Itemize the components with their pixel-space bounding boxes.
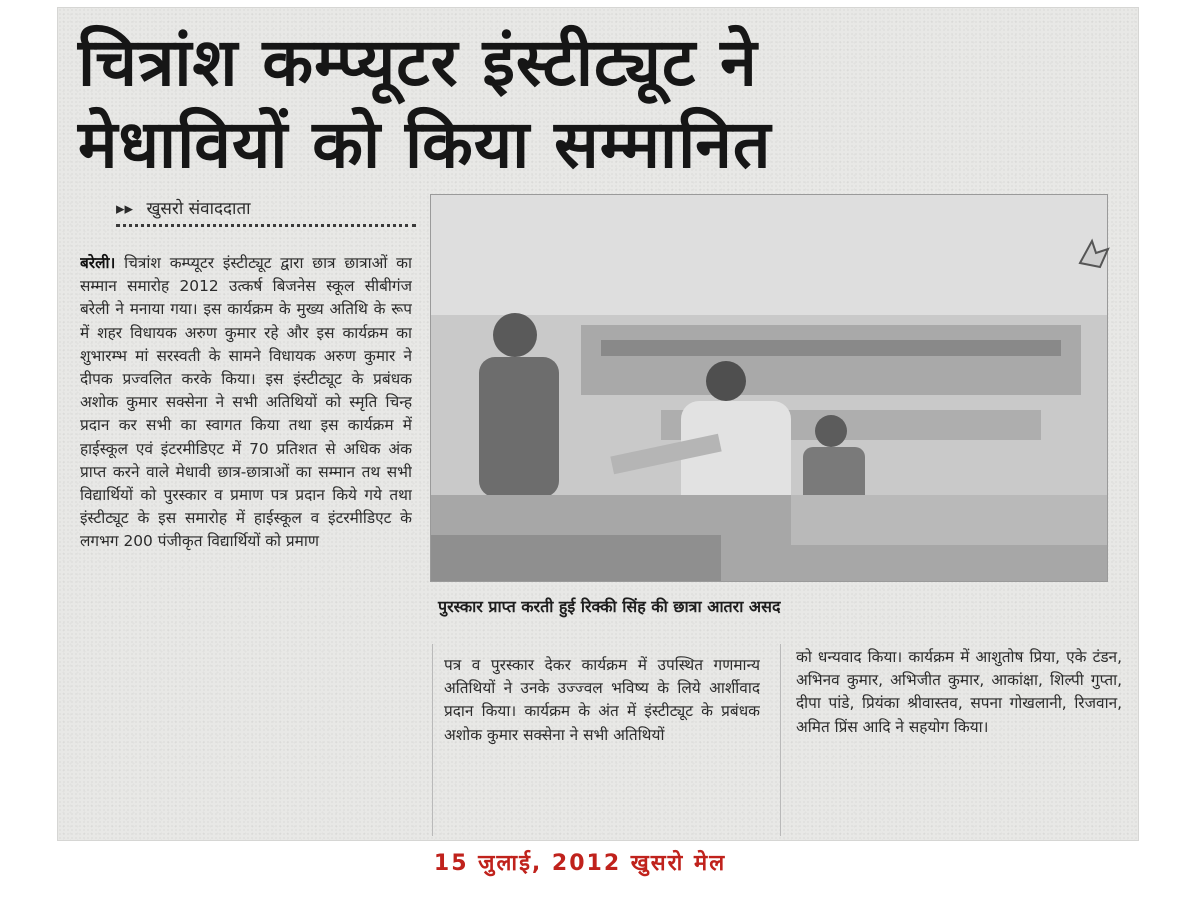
dateline: बरेली। [80, 254, 116, 272]
paper-tear-mark-icon [1074, 233, 1114, 273]
publication-date-source: 15 जुलाई, 2012 खुसरो मेल [433, 851, 727, 876]
column-divider-2 [780, 644, 781, 836]
double-chevron-right-icon: ▸▸ [116, 199, 134, 219]
article-column-1 [80, 252, 412, 832]
headline-line-1: चित्रांश कम्प्यूटर इंस्टीट्यूट ने [78, 24, 758, 101]
byline [116, 194, 416, 227]
column-divider-1 [432, 644, 433, 836]
article-column-3: को धन्यवाद किया। कार्यक्रम में आशुतोष प्रिया, एके टंडन, अभिनव कुमार, अभिजीत कुमार, आकांक्षा, शिल्पी गुप्ता, दीपा पांडे, प्रियंका श्रीवास्तव, सपना गोखलानी, रिजवान, अमित प्रिंस आदि ने सहयोग किया। [796, 648, 1122, 736]
newspaper-clipping [58, 8, 1138, 840]
photo-scene-illustration [431, 195, 1107, 581]
article-column-1-text: चित्रांश कम्प्यूटर इंस्टीट्यूट द्वारा छात्र छात्राओं का सम्मान समारोह 2012 उत्कर्ष बिजनेस स्कूल सीबीगंज बरेली ने मनाया गया। इस कार्यक्रम के मुख्य अतिथि के रूप में शहर विधायक अरुण कुमार रहे और इस कार्यक्रम का शुभारम्भ मां सरस्वती के सामने विधायक अरुण कुमार ने दीपक प्रज्वलित करके किया। इस इंस्टीट्यूट के प्रबंधक अशोक कुमार सक्सेना ने सभी अतिथियों को स्मृति चिन्ह प्रदान कर सभी का स्वागत किया तथा इस कार्यक्रम में हाईस्कूल एवं इंटरमीडिएट में 70 प्रतिशत से अधिक अंक प्राप्त करने वाले मेधावी छात्र-छात्राओं का सम्मान तथ सभी विद्यार्थियों को पुरस्कार व प्रमाण पत्र प्रदान किये गये तथा इंस्टीट्यूट के इस समारोह में हाईस्कूल व इंटरमीडिएट के लगभग 200 पंजीकृत विद्यार्थियों को प्रमाण [80, 254, 412, 551]
news-photo [430, 194, 1108, 582]
byline-text: खुसरो संवाददाता [146, 199, 251, 219]
article-column-2: पत्र व पुरस्कार देकर कार्यक्रम में उपस्थित गणमान्य अतिथियों ने उनके उज्ज्वल भविष्य के लिये आर्शीवाद प्रदान किया। कार्यक्रम के अंत में इंस्टीट्यूट के प्रबंधक अशोक कुमार सक्सेना ने सभी अतिथियों [444, 656, 760, 744]
photo-caption: पुरस्कार प्राप्त करती हुई रिक्की सिंह की छात्रा आतरा असद [438, 597, 781, 616]
headline-line-2: मेधावियों को किया सम्मानित [78, 106, 772, 183]
